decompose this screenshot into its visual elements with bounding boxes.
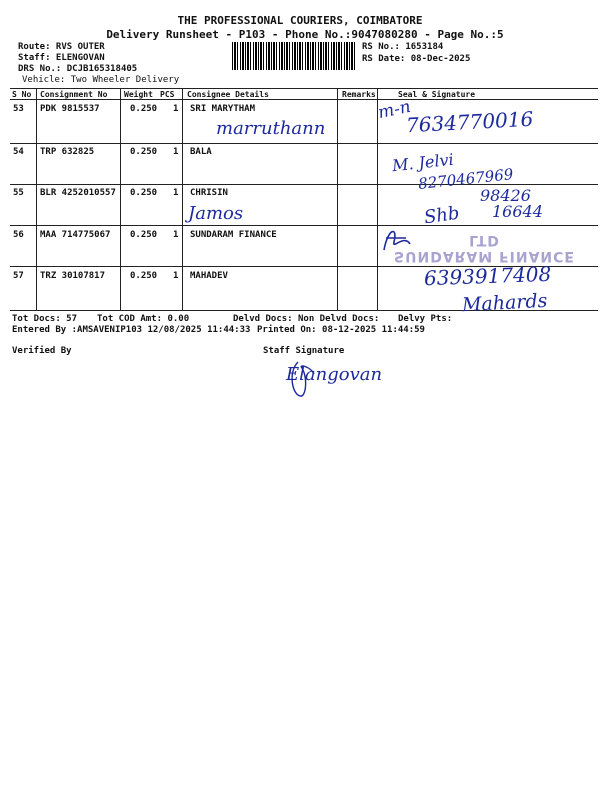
handwritten-signature: Shb — [422, 202, 461, 229]
handwritten-signature: m-n — [376, 96, 413, 124]
handwritten-name: marruthann — [216, 118, 326, 139]
total-docs: Tot Docs: 57 — [12, 314, 78, 324]
row-weight: 0.250 — [130, 271, 158, 281]
header-remarks: Remarks — [342, 90, 376, 99]
handwritten-name: Mahards — [461, 289, 548, 317]
row-consignee: CHRISIN — [190, 188, 228, 198]
column-divider — [120, 88, 121, 310]
rs-number: RS No.: 1653184 — [362, 42, 444, 52]
column-divider — [36, 88, 37, 310]
staff-signature: Elangovan — [286, 364, 383, 385]
total-cod-amount: Tot COD Amt: 0.00 — [97, 314, 190, 324]
handwritten-signature-scribble — [380, 224, 414, 254]
header-consignment-no: Consignment No — [40, 90, 108, 99]
row-sno: 54 — [13, 147, 24, 157]
column-divider — [337, 88, 338, 310]
handwritten-phone: 98426 — [480, 186, 531, 205]
vehicle-label: Vehicle: Two Wheeler Delivery — [22, 75, 180, 85]
row-pcs: 1 — [173, 230, 179, 240]
handwritten-phone: 8270467969 — [417, 165, 515, 193]
row-consignment-no: PDK 9815537 — [40, 104, 100, 114]
header-sno: S No — [12, 90, 32, 99]
staff-signature-label: Staff Signature — [263, 346, 345, 356]
header-seal-signature: Seal & Signature — [398, 90, 476, 99]
staff-label: Staff: ELENGOVAN — [18, 53, 105, 63]
company-stamp: SUNDARAM FINANCE LTD — [394, 232, 575, 264]
delivery-points: Delvy Pts: — [398, 314, 453, 324]
row-consignment-no: BLR 4252010557 — [40, 188, 116, 198]
row-divider — [10, 184, 598, 185]
row-consignment-no: TRP 632825 — [40, 147, 95, 157]
row-weight: 0.250 — [130, 104, 158, 114]
signature-flourish — [288, 358, 318, 400]
column-divider — [182, 88, 183, 310]
barcode-image — [232, 42, 357, 70]
entered-by: Entered By :AMSAVENIP103 12/08/2025 11:44:33 — [12, 325, 251, 335]
row-divider — [10, 225, 598, 226]
row-weight: 0.250 — [130, 230, 158, 240]
delivered-docs: Delvd Docs: — [233, 314, 293, 324]
handwritten-phone: 16644 — [492, 202, 543, 221]
document-title: THE PROFESSIONAL COURIERS, COIMBATORE — [177, 14, 423, 27]
row-pcs: 1 — [173, 271, 179, 281]
route-label: Route: RVS OUTER — [18, 42, 105, 52]
handwritten-phone: 6393917408 — [423, 261, 552, 291]
row-weight: 0.250 — [130, 188, 158, 198]
printed-on: Printed On: 08-12-2025 11:44:59 — [257, 325, 425, 335]
row-consignee: SUNDARAM FINANCE — [190, 230, 277, 240]
row-sno: 56 — [13, 230, 24, 240]
handwritten-name: M. Jelvi — [391, 149, 455, 176]
row-consignee: BALA — [190, 147, 212, 157]
row-sno: 57 — [13, 271, 24, 281]
header-pcs: PCS — [160, 90, 175, 99]
document-subtitle: Delivery Runsheet - P103 - Phone No.:9047080280 - Page No.:5 — [106, 28, 504, 41]
row-consignment-no: TRZ 30107817 — [40, 271, 106, 281]
row-weight: 0.250 — [130, 147, 158, 157]
verified-by-label: Verified By — [12, 346, 72, 356]
row-pcs: 1 — [173, 188, 179, 198]
row-divider — [10, 143, 598, 144]
row-consignment-no: MAA 714775067 — [40, 230, 111, 240]
row-consignee: MAHADEV — [190, 271, 228, 281]
row-sno: 53 — [13, 104, 24, 114]
handwritten-phone: 7634770016 — [405, 106, 534, 138]
column-divider — [377, 88, 378, 310]
row-consignee: SRI MARYTHAM — [190, 104, 256, 114]
drs-number: DRS No.: DCJB165318405 — [18, 64, 138, 74]
row-pcs: 1 — [173, 147, 179, 157]
header-weight: Weight — [124, 90, 153, 99]
non-delivered-docs: Non Delvd Docs: — [298, 314, 380, 324]
handwritten-name: Jamos — [188, 203, 244, 224]
header-consignee-details: Consignee Details — [187, 90, 269, 99]
rs-date: RS Date: 08-Dec-2025 — [362, 54, 471, 64]
row-sno: 55 — [13, 188, 24, 198]
row-pcs: 1 — [173, 104, 179, 114]
